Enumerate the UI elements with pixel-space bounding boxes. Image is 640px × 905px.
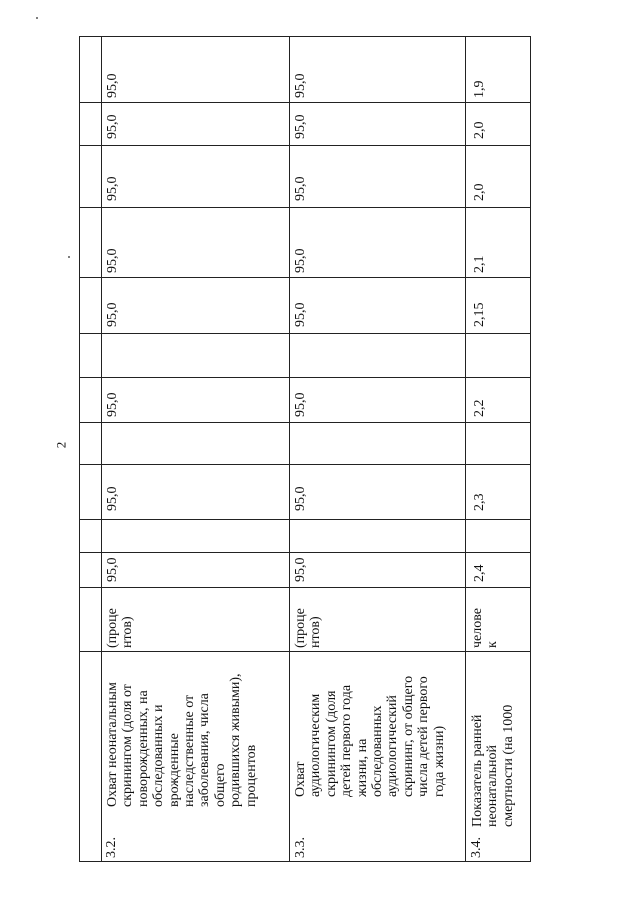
column-separator [80, 422, 530, 423]
indicator-text: Охват неонатальным скринингом (доля от новорожденных, на обследованных и врожденные наследственные от заболевания, числа общего родившихся живыми), процентов [105, 673, 259, 807]
row-number: 3.2. [104, 837, 119, 858]
row-separator [465, 37, 466, 861]
column-separator [80, 587, 530, 588]
value-cell: 2,15 [472, 302, 487, 327]
value-cell: 95,0 [293, 73, 308, 98]
value-cell: 95,0 [293, 114, 308, 139]
unit-text: челове к [470, 608, 501, 648]
unit-text: (проце нтов) [293, 608, 324, 648]
column-separator [80, 145, 530, 146]
value-cell: 95,0 [105, 114, 120, 139]
row-number: 3.4. [469, 837, 484, 858]
value-cell: 95,0 [293, 248, 308, 273]
value-cell: 2,4 [472, 564, 487, 582]
value-cell: 2,0 [472, 121, 487, 139]
scan-speck [68, 256, 70, 258]
value-cell: 95,0 [105, 486, 120, 511]
row-separator [289, 37, 290, 861]
indicator-text: Охват аудиологическим скринингом (доля детей первого года жизни, на обследованных аудиологический скрининг, от общего числа детей первого года жизни) [293, 675, 447, 797]
value-cell: 95,0 [105, 392, 120, 417]
value-cell: 95,0 [105, 248, 120, 273]
row-number: 3.3. [293, 837, 308, 858]
column-separator [80, 552, 530, 553]
column-separator [80, 377, 530, 378]
value-cell: 95,0 [293, 486, 308, 511]
value-cell: 1,9 [472, 80, 487, 98]
value-cell: 95,0 [293, 176, 308, 201]
value-cell: 2,1 [472, 255, 487, 273]
value-cell: 2,2 [472, 399, 487, 417]
value-cell: 95,0 [293, 557, 308, 582]
column-separator [80, 333, 530, 334]
value-cell: 95,0 [293, 392, 308, 417]
page-number: 2 [53, 441, 69, 449]
unit-text: (проце нтов) [105, 608, 136, 648]
value-cell: 2,0 [472, 183, 487, 201]
column-separator [80, 464, 530, 465]
value-cell: 95,0 [105, 176, 120, 201]
value-cell: 95,0 [105, 73, 120, 98]
value-cell: 2,3 [472, 493, 487, 511]
indicators-table [79, 36, 531, 862]
value-cell: 95,0 [105, 557, 120, 582]
value-cell: 95,0 [105, 302, 120, 327]
column-separator [80, 277, 530, 278]
indicator-text: Показатель ранней неонатальной смертности (на 1000 [470, 704, 516, 827]
column-separator [80, 102, 530, 103]
value-cell: 95,0 [293, 302, 308, 327]
scan-speck [36, 17, 38, 19]
col-separator [101, 37, 102, 861]
column-separator [80, 207, 530, 208]
column-separator [80, 519, 530, 520]
